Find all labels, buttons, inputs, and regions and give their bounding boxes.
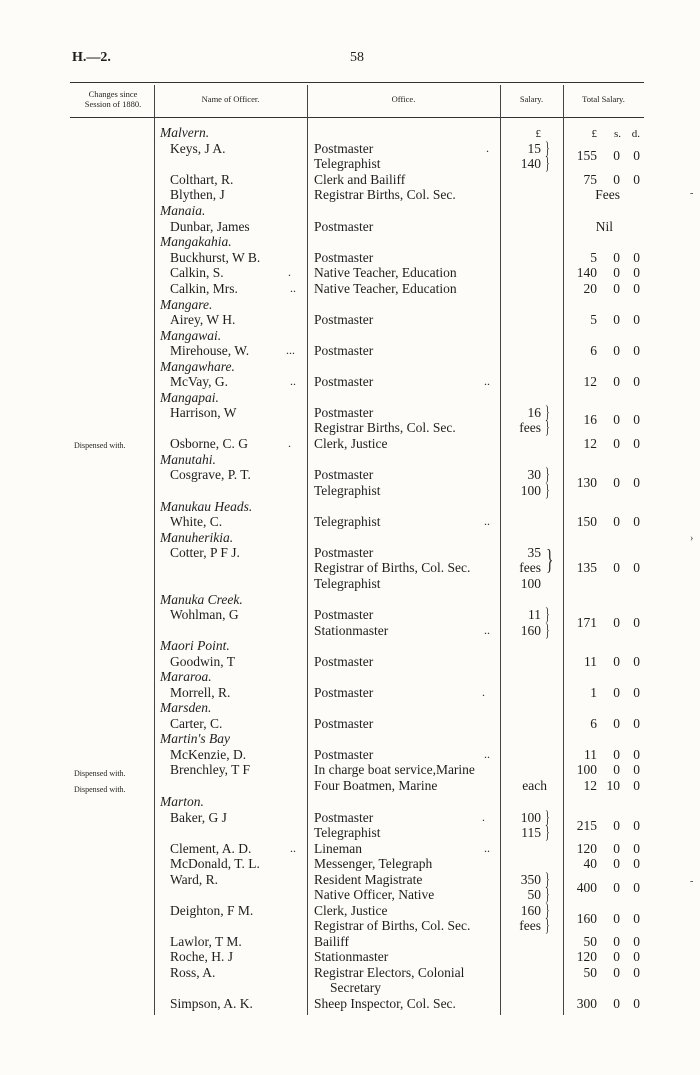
total-shillings: 0 — [613, 716, 620, 731]
office-entry: Postmaster — [314, 545, 374, 560]
leader-dots: .. — [290, 841, 296, 855]
salary-value: fees — [519, 560, 541, 575]
place-heading: Manukau Heads. — [160, 499, 253, 514]
office-entry: Postmaster — [314, 250, 374, 265]
change-note: Dispensed with. — [74, 785, 126, 794]
leader-dots: .. — [290, 374, 296, 388]
officer-name: Clement, A. D. — [170, 841, 252, 856]
brace-icon: } — [544, 869, 550, 889]
total-shillings: 10 — [606, 778, 620, 793]
place-heading: Mangakahia. — [160, 234, 232, 249]
leader-dots: . — [288, 265, 291, 279]
total-pence: 0 — [633, 560, 640, 575]
officer-name: Calkin, Mrs. — [170, 281, 238, 296]
officer-name: Lawlor, T M. — [170, 934, 242, 949]
officer-name: Morrell, R. — [170, 685, 231, 700]
total-pounds: 12 — [583, 374, 597, 389]
total-pounds: 135 — [576, 560, 597, 575]
officer-name: Wohlman, G — [170, 607, 239, 622]
brace-icon: } — [544, 153, 550, 173]
header-changes: Changes since Session of 1880. — [84, 89, 142, 109]
place-heading: Mangawai. — [160, 328, 222, 343]
salary-value: 11 — [528, 607, 541, 622]
office-entry: Telegraphist — [314, 483, 381, 498]
total-pounds: 6 — [590, 716, 597, 731]
total-pence: 0 — [633, 514, 640, 529]
total-pence: 0 — [633, 615, 640, 630]
office-entry: Registrar Births, Col. Sec. — [314, 420, 456, 435]
total-shillings: 0 — [613, 343, 620, 358]
officer-name: Ross, A. — [170, 965, 216, 980]
office-entry: Secretary — [330, 980, 381, 995]
brace-icon: } — [544, 807, 550, 827]
total-shillings: 0 — [613, 514, 620, 529]
office-entry: Postmaster — [314, 141, 374, 156]
office-entry: Telegraphist — [314, 825, 381, 840]
officer-name: Cosgrave, P. T. — [170, 467, 251, 482]
office-entry: Resident Magistrate — [314, 872, 423, 887]
total-pence: 0 — [633, 281, 640, 296]
salary-value: 16 — [527, 405, 541, 420]
total-pence: 0 — [633, 911, 640, 926]
column-divider-office — [500, 85, 501, 1015]
total-pence: 0 — [633, 818, 640, 833]
salary-value: 50 — [527, 887, 541, 902]
office-entry: Four Boatmen, Marine — [314, 778, 438, 793]
office-entry: Lineman — [314, 841, 362, 856]
office-entry: Clerk, Justice — [314, 903, 388, 918]
office-entry: Postmaster — [314, 716, 374, 731]
officer-name: Ward, R. — [170, 872, 219, 887]
officer-name: Blythen, J — [170, 187, 225, 202]
total-pence: 0 — [633, 762, 640, 777]
office-entry: Postmaster — [314, 343, 374, 358]
leader-dots: .. — [484, 747, 490, 761]
officer-name: Roche, H. J — [170, 949, 233, 964]
change-note: Dispensed with. — [74, 441, 126, 450]
salary-value: 30 — [527, 467, 541, 482]
total-shillings: 0 — [613, 949, 620, 964]
office-entry: Clerk and Bailiff — [314, 172, 406, 187]
officer-name: Brenchley, T F — [170, 762, 250, 777]
officer-name: Dunbar, James — [170, 219, 250, 234]
change-note: Dispensed with. — [74, 769, 126, 778]
brace-icon: } — [544, 620, 550, 640]
total-pounds: 75 — [583, 172, 597, 187]
total-pounds: 171 — [576, 615, 597, 630]
office-entry: Stationmaster — [314, 623, 389, 638]
office-entry: Registrar Electors, Colonial — [314, 965, 465, 980]
leader-dots: .. — [484, 374, 490, 388]
office-entry: Postmaster — [314, 607, 374, 622]
total-shillings-mark: s. — [613, 128, 621, 140]
office-entry: Postmaster — [314, 810, 374, 825]
total-pounds: 400 — [576, 880, 597, 895]
page-reference: H.—2. — [72, 50, 111, 65]
brace-icon: } — [544, 138, 550, 158]
total-pence: 0 — [633, 654, 640, 669]
salary-value: 115 — [521, 825, 541, 840]
total-pounds: 300 — [576, 996, 597, 1011]
place-heading: Mararoa. — [160, 669, 212, 684]
total-shillings: 0 — [613, 965, 620, 980]
total-shillings: 0 — [613, 312, 620, 327]
brace-icon: } — [544, 402, 550, 422]
total-pence: 0 — [633, 475, 640, 490]
brace-icon: } — [544, 915, 550, 935]
officer-name: McKenzie, D. — [170, 747, 247, 762]
leader-dots: .. — [484, 623, 490, 637]
total-shillings: 0 — [613, 412, 620, 427]
office-entry: Native Teacher, Education — [314, 265, 457, 280]
place-heading: Mangare. — [160, 297, 213, 312]
salary-value: 100 — [520, 810, 541, 825]
total-shillings: 0 — [613, 281, 620, 296]
total-pounds: 120 — [576, 949, 597, 964]
office-entry: Messenger, Telegraph — [314, 856, 433, 871]
total-pence: 0 — [633, 778, 640, 793]
office-entry: Postmaster — [314, 654, 374, 669]
salary-value: each — [522, 778, 547, 793]
total-pence-mark: d. — [631, 128, 640, 140]
leader-dots: . — [288, 436, 291, 450]
office-entry: Telegraphist — [314, 156, 381, 171]
total-pounds: 12 — [583, 436, 597, 451]
office-entry: Postmaster — [314, 467, 374, 482]
salary-value: fees — [519, 420, 541, 435]
place-heading: Manaia. — [160, 203, 206, 218]
column-divider-name — [307, 85, 308, 1015]
total-shillings: 0 — [613, 615, 620, 630]
total-pence: 0 — [633, 412, 640, 427]
total-shillings: 0 — [613, 436, 620, 451]
total-shillings: 0 — [613, 250, 620, 265]
total-pence: 0 — [633, 716, 640, 731]
total-pence: 0 — [633, 343, 640, 358]
total-pounds: 155 — [576, 148, 597, 163]
total-pounds: 100 — [576, 762, 597, 777]
total-shillings: 0 — [613, 911, 620, 926]
brace-icon: } — [544, 884, 550, 904]
officer-name: Goodwin, T — [170, 654, 236, 669]
officer-name: Simpson, A. K. — [170, 996, 253, 1011]
total-shillings: 0 — [613, 996, 620, 1011]
total-shillings: 0 — [613, 762, 620, 777]
brace-icon: } — [546, 545, 554, 576]
total-pence: 0 — [633, 747, 640, 762]
officer-name: Baker, G J — [170, 810, 227, 825]
total-shillings: 0 — [613, 880, 620, 895]
total-pounds: 16 — [583, 412, 597, 427]
place-heading: Marsden. — [160, 700, 212, 715]
office-entry: Native Officer, Native — [314, 887, 435, 902]
officer-name: Carter, C. — [170, 716, 223, 731]
total-pounds: 20 — [583, 281, 597, 296]
total-pounds: 140 — [576, 265, 597, 280]
total-shillings: 0 — [613, 172, 620, 187]
place-heading: Marton. — [160, 794, 204, 809]
total-pence: 0 — [633, 934, 640, 949]
place-heading: Mangapai. — [160, 390, 219, 405]
total-pence: 0 — [633, 265, 640, 280]
total-shillings: 0 — [613, 856, 620, 871]
officer-name: Airey, W H. — [170, 312, 236, 327]
brace-icon: } — [544, 822, 550, 842]
officer-name: Harrison, W — [170, 405, 237, 420]
total-pounds: 40 — [583, 856, 597, 871]
edge-mark: - — [690, 188, 694, 199]
officer-name: Colthart, R. — [170, 172, 234, 187]
leader-dots: .. — [484, 841, 490, 855]
total-shillings: 0 — [613, 475, 620, 490]
edge-mark: › — [690, 533, 694, 544]
edge-mark: - — [690, 876, 694, 887]
salary-value: 160 — [520, 903, 541, 918]
total-shillings: 0 — [613, 841, 620, 856]
leader-dots: . — [482, 810, 485, 824]
header-total: Total Salary. — [582, 94, 625, 104]
total-pounds: 6 — [590, 343, 597, 358]
officer-name: Buckhurst, W B. — [170, 250, 261, 265]
total-pounds: Nil — [595, 219, 613, 234]
office-entry: Native Teacher, Education — [314, 281, 457, 296]
leader-dots: . — [482, 685, 485, 699]
officer-name: Deighton, F M. — [170, 903, 254, 918]
office-entry: Stationmaster — [314, 949, 389, 964]
total-pounds: 12 — [583, 778, 597, 793]
column-divider-salary — [563, 85, 564, 1015]
header-office: Office. — [391, 94, 416, 104]
total-pence: 0 — [633, 172, 640, 187]
office-entry: Postmaster — [314, 685, 374, 700]
total-pence: 0 — [633, 374, 640, 389]
total-shillings: 0 — [613, 685, 620, 700]
total-pounds: 1 — [590, 685, 597, 700]
salary-value: 140 — [520, 156, 541, 171]
office-entry: Telegraphist — [314, 514, 381, 529]
total-pounds: Fees — [595, 187, 620, 202]
header-salary: Salary. — [519, 94, 544, 104]
place-heading: Manutahi. — [160, 452, 216, 467]
total-pounds: 5 — [590, 312, 597, 327]
column-divider-changes — [154, 85, 155, 1015]
office-entry: Clerk, Justice — [314, 436, 388, 451]
salary-value: 100 — [520, 483, 541, 498]
total-pence: 0 — [633, 880, 640, 895]
officer-name: Calkin, S. — [170, 265, 224, 280]
leader-dots: .. — [484, 514, 490, 528]
total-pounds: 11 — [584, 654, 597, 669]
place-heading: Manuherikia. — [160, 530, 234, 545]
leader-dots: .. — [290, 281, 296, 295]
total-pence: 0 — [633, 996, 640, 1011]
brace-icon: } — [544, 464, 550, 484]
total-pence: 0 — [633, 856, 640, 871]
office-entry: Bailiff — [314, 934, 349, 949]
salary-value: 100 — [520, 576, 541, 591]
place-heading: Martin's Bay — [160, 731, 231, 746]
office-entry: Registrar Births, Col. Sec. — [314, 187, 456, 202]
total-pence: 0 — [633, 841, 640, 856]
officer-name: Keys, J A. — [170, 141, 226, 156]
total-pence: 0 — [633, 949, 640, 964]
office-entry: Registrar of Births, Col. Sec. — [314, 560, 471, 575]
total-pounds: 120 — [576, 841, 597, 856]
total-pence: 0 — [633, 685, 640, 700]
office-entry: Telegraphist — [314, 576, 381, 591]
office-entry: Registrar of Births, Col. Sec. — [314, 918, 471, 933]
salary-value: 160 — [520, 623, 541, 638]
total-shillings: 0 — [613, 818, 620, 833]
header-name: Name of Officer. — [201, 94, 260, 104]
total-shillings: 0 — [613, 374, 620, 389]
leader-dots: . — [486, 141, 489, 155]
total-pence: 0 — [633, 148, 640, 163]
brace-icon: } — [544, 417, 550, 437]
total-pounds: 11 — [584, 747, 597, 762]
total-pounds: 50 — [583, 965, 597, 980]
total-pence: 0 — [633, 965, 640, 980]
total-pounds: 215 — [576, 818, 597, 833]
office-entry: Postmaster — [314, 405, 374, 420]
officer-name: Mirehouse, W. — [170, 343, 250, 358]
total-shillings: 0 — [613, 934, 620, 949]
total-pounds: 160 — [576, 911, 597, 926]
officer-name: Cotter, P F J. — [170, 545, 240, 560]
place-heading: Manuka Creek. — [160, 592, 243, 607]
office-entry: Postmaster — [314, 312, 374, 327]
total-shillings: 0 — [613, 148, 620, 163]
total-pounds-mark: £ — [591, 128, 597, 140]
brace-icon: } — [544, 480, 550, 500]
salary-currency-mark: £ — [535, 128, 541, 140]
total-shillings: 0 — [613, 265, 620, 280]
office-entry: In charge boat service,Marine — [314, 762, 475, 777]
office-entry: Postmaster — [314, 374, 374, 389]
office-entry: Postmaster — [314, 747, 374, 762]
table-top-rule — [70, 82, 644, 83]
total-pounds: 50 — [583, 934, 597, 949]
total-pence: 0 — [633, 250, 640, 265]
officer-name: McDonald, T. L. — [170, 856, 260, 871]
salary-value: fees — [519, 918, 541, 933]
total-pounds: 150 — [576, 514, 597, 529]
total-pence: 0 — [633, 436, 640, 451]
brace-icon: } — [544, 900, 550, 920]
leader-dots: ... — [286, 343, 295, 357]
office-entry: Sheep Inspector, Col. Sec. — [314, 996, 456, 1011]
total-shillings: 0 — [613, 747, 620, 762]
total-shillings: 0 — [613, 654, 620, 669]
header-bottom-rule — [70, 117, 644, 118]
page-number: 58 — [350, 50, 364, 65]
salary-value: 15 — [527, 141, 541, 156]
officer-name: McVay, G. — [170, 374, 228, 389]
place-heading: Mangawhare. — [160, 359, 235, 374]
place-heading: Malvern. — [160, 125, 210, 140]
total-pence: 0 — [633, 312, 640, 327]
officer-name: Osborne, C. G — [170, 436, 248, 451]
total-shillings: 0 — [613, 560, 620, 575]
place-heading: Maori Point. — [160, 638, 230, 653]
salary-value: 350 — [520, 872, 541, 887]
officer-name: White, C. — [170, 514, 223, 529]
brace-icon: } — [544, 604, 550, 624]
salary-value: 35 — [527, 545, 541, 560]
total-pounds: 5 — [590, 250, 597, 265]
office-entry: Postmaster — [314, 219, 374, 234]
total-pounds: 130 — [576, 475, 597, 490]
